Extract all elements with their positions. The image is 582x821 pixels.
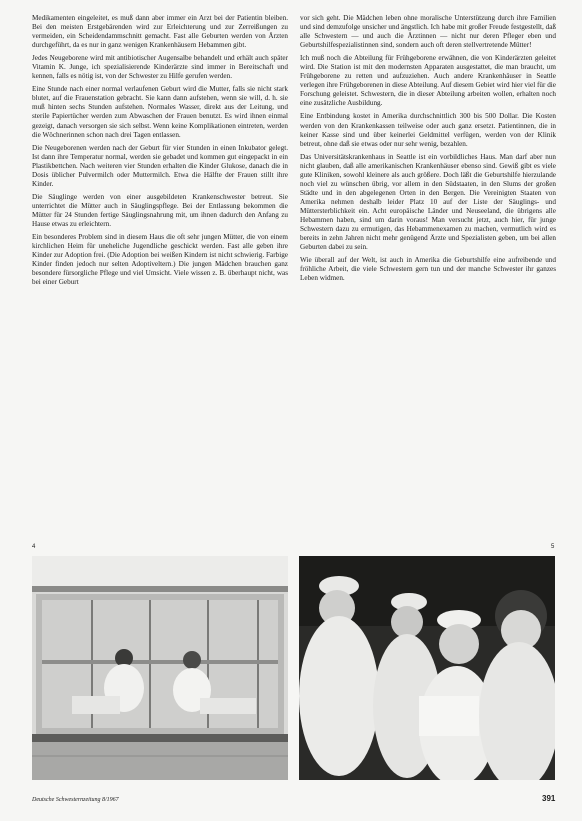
paragraph: Ich muß noch die Abteilung für Frühgeborene erwähnen, die von Kinderärzten geleitet wird. Die Station ist mit den modernsten Apparaten ausgestattet, die man braucht, um Frühgeborene zu retten und aufzuziehen. Auch andere Krankenhäuser in Seattle verlegen ihre Frühgeborenen in diese Abteilung. Auf diesem Gebiet wird hier viel für die Forschung geleistet. Schwestern, die in dieser Abteilung arbeiten wollen, erhalten noch eine zusätzliche Ausbildung. <box>300 54 556 108</box>
photo-number-right: 5 <box>551 544 555 550</box>
source-footer: Deutsche Schwesternzeitung 8/1967 <box>32 797 119 803</box>
paragraph: Medikamenten eingeleitet, es muß dann aber immer ein Arzt bei der Patientin bleiben. Bei den meisten Erstgebärenden wird zur Erleichterung und zur Zerreißungen zu vermeiden, ein Scheidendammschnitt gemacht. Fast alle Geburten werden von Ärzten durchgeführt, da es nur in ganz wenigen Krankenhäusern Hebammen gibt. <box>32 14 288 50</box>
page-number: 391 <box>542 794 556 803</box>
left-text-column <box>32 14 288 291</box>
right-text-column <box>300 14 556 287</box>
paragraph: Eine Entbindung kostet in Amerika durchschnittlich 300 bis 500 Dollar. Die Kosten werden von den Krankenkassen teilweise oder auch ganz ersetzt. Patientinnen, die in keiner Kasse sind und über keinerlei Geldmittel verfügen, werden von der Klinik betreut, ohne daß sie etwas oder nur sehr wenig, bezahlen. <box>300 112 556 148</box>
photo-nursery-window <box>32 556 288 780</box>
paragraph: Wie überall auf der Welt, ist auch in Amerika die Geburtshilfe eine aufreibende und fröhliche Arbeit, die viele Schwestern gern tun und der manche Schwester ihr ganzes Leben widmen. <box>300 256 556 283</box>
photo-number-left: 4 <box>32 544 36 550</box>
paragraph: Die Säuglinge werden von einer ausgebildeten Krankenschwester betreut. Sie unterrichtet die Mütter auch in Säuglingspflege. Bei der Entlassung bekommen die Mütter für 24 Stunden fertige Säuglingsnahrung mit, um ihnen dadurch den Anfang zu Hause etwas zu erleichtern. <box>32 192 288 228</box>
paragraph: Ein besonderes Problem sind in diesem Haus die oft sehr jungen Mütter, die von einem kirchlichen Heim für uneheliche Jugendliche geschickt werden. Fast alle geben ihre Kinder zur Adoption frei. (Die Adoption bei weißen Kindern ist nicht schwierig. Farbige Kinder finden jedoch nur selten Adoptiveltern.) Die jungen Mädchen brauchen ganz besondere fürsorgliche Pflege und viel Umsicht. Viele wissen z. B. überhaupt nicht, was bei einer Geburt <box>32 233 288 287</box>
paragraph: Eine Stunde nach einer normal verlaufenen Geburt wird die Mutter, falls sie nicht stark blutet, auf die Frauenstation gebracht. Sie kann dann aufstehen, wenn sie will, d. h. sie muß hinten sechs Stunden aufstehen. Normales Wasser, direkt aus der Leitung, und sterile Papiertücher werden zum Abwaschen der Frauen benutzt. Es wird ihnen einmal gezeigt, danach versorgen sie sich selbst. Wenn keine Komplikationen eintreten, werden die Wöchnerinnen schon nach drei Tagen entlassen. <box>32 85 288 139</box>
paragraph: Die Neugeborenen werden nach der Geburt für vier Stunden in einen Inkubator gelegt. Ist dann ihre Temperatur normal, werden sie gebadet und kommen gut eingepackt in ein Plastikbettchen. Nach weiteren vier Stunden erhalten die Kinder Glukose, danach die in Dosis üblicher Pulvermilch oder Muttermilch. Etwa die Hälfte der Frauen stillt ihre Kinder. <box>32 143 288 188</box>
photo-nurses-group <box>299 556 555 780</box>
paragraph: Das Universitätskrankenhaus in Seattle ist ein vorbildliches Haus. Man darf aber nun nicht glauben, daß alle amerikanischen Krankenhäuser ebenso sind. Gewiß gibt es viele gute Kliniken, sowohl kleinere als auch größere. Doch läßt die Geburtshilfe hierzulande noch viel zu wünschen übrig, vor allem in den Südstaaten, in den Slums der großen Städte und in den abgelegenen Orten in den Bergen. Die Vereinigten Staaten von Amerika nehmen deshalb leider Platz 10 auf der Liste der Säuglings- und Müttersterblichkeit ein. Acht europäische Länder und Neuseeland, die übrigens alle Hebammen haben, sind um darin voraus! Man versucht jetzt, auch hier, für junge Schwestern dazu zu ermutigen, das Hebammenexamen zu machen, vermutlich wird es bereits in zehn Jahren nicht mehr genügend Ärzte und Spezialisten geben, um bei allen Geburten dabei zu sein. <box>300 152 556 252</box>
paragraph: Jedes Neugeborene wird mit antibiotischer Augensalbe behandelt und erhält auch später Vitamin K. Junge, ich spezialisierende Kinderärzte sind immer in Bereitschaft und kennen, falls es nötig ist, von der Schwester zu Hilfe gerufen werden. <box>32 54 288 81</box>
paragraph: vor sich geht. Die Mädchen leben ohne moralische Unterstützung durch ihre Familien und sind demzufolge unsicher und ängstlich. Ich habe mit großer Freude festgestellt, daß alle Schwestern — und auch die Ärztinnen — nicht nur deren Pfleger eben und Geburtshilfespezialistinnen sind, sondern auch oft deren stellvertretende Mütter! <box>300 14 556 50</box>
